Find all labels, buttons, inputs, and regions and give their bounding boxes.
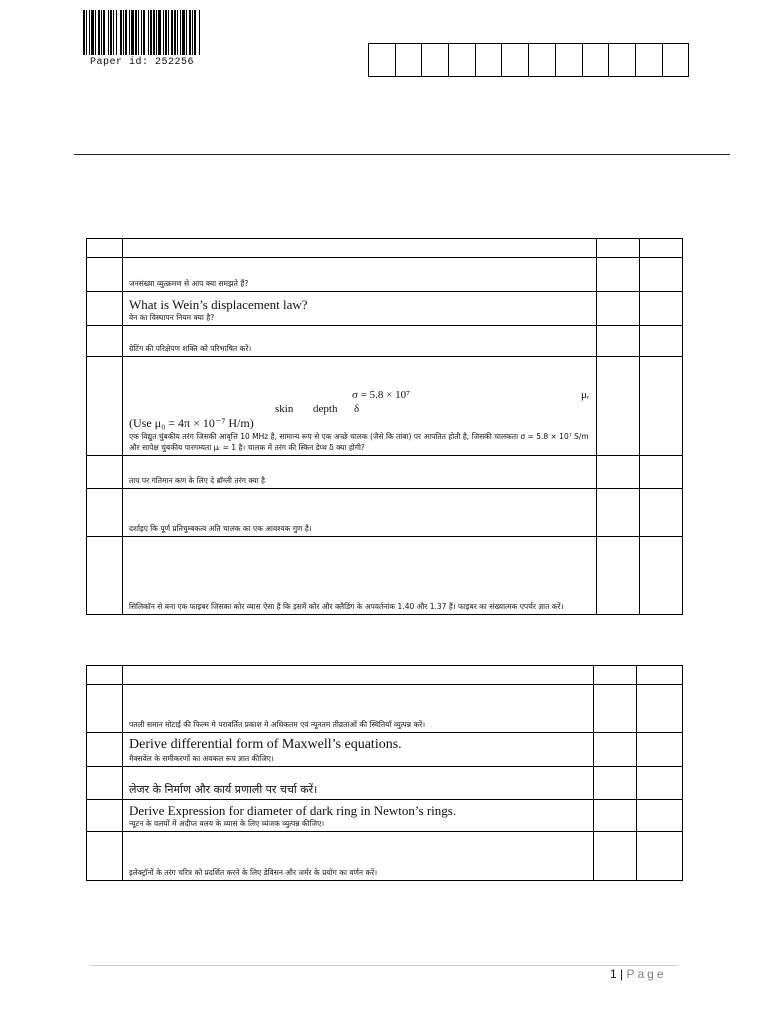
co-cell <box>637 666 683 685</box>
paper-id: Paper id: 252256 <box>90 57 195 68</box>
question-text-hindi: वेन का विस्थापन नियम क्या है? <box>129 313 215 322</box>
question-text-english: Derive Expression for diameter of dark ring in Newton’s rings. <box>129 803 457 818</box>
co-cell <box>640 326 683 357</box>
question-text-cell <box>123 456 597 489</box>
marks-cell <box>594 767 637 800</box>
roll-number-box[interactable] <box>475 43 503 77</box>
header-divider <box>74 154 730 155</box>
question-number-cell <box>87 666 123 685</box>
marks-cell <box>597 292 640 326</box>
question-number-cell <box>87 800 123 832</box>
formula-line <box>129 388 590 402</box>
barcode-bar <box>120 10 122 55</box>
question-row <box>87 292 683 326</box>
barcode-bar <box>180 10 181 55</box>
question-text-hindi: ग्रेटिंग की परिक्षेपण शक्ति को परिभाषित करें। <box>129 344 252 353</box>
barcode-bar <box>103 10 105 55</box>
formula-depth: depth <box>313 403 338 415</box>
question-number-cell <box>87 832 123 881</box>
co-cell <box>637 800 683 832</box>
co-cell <box>640 292 683 326</box>
formula-sigma: σ = 5.8 × 10⁷ <box>352 389 410 401</box>
barcode-bar <box>91 10 94 55</box>
question-row <box>87 733 683 767</box>
marks-cell <box>594 666 637 685</box>
question-number-cell <box>87 767 123 800</box>
barcode-bar <box>116 10 117 55</box>
marks-cell <box>597 537 640 615</box>
formula-line <box>129 402 590 416</box>
question-text-cell <box>123 800 594 832</box>
roll-number-box[interactable] <box>662 43 690 77</box>
barcode-bar <box>189 10 191 55</box>
question-text-cell <box>123 666 594 685</box>
question-text-cell <box>123 733 594 767</box>
barcode-bar <box>89 10 90 55</box>
co-cell <box>640 239 683 258</box>
marks-cell <box>594 685 637 733</box>
roll-number-box[interactable] <box>582 43 610 77</box>
roll-number-box[interactable] <box>368 43 396 77</box>
marks-cell <box>597 357 640 456</box>
question-text-hindi: सिलिकॉन से बना एक फाइबर जिसका कोर व्यास ऐसा है कि इसमें कोर और क्लैडिंग के अपवर्तनांक 1.40 और 1.37 हैं। फाइबर का संख्यात्मक एपर्चर ज्ञात करें। <box>129 602 564 611</box>
barcode-bar <box>156 10 157 55</box>
barcode-bar <box>95 10 96 55</box>
barcode-bar <box>135 10 137 55</box>
marks-cell <box>597 258 640 292</box>
question-row <box>87 537 683 615</box>
table-header-row <box>87 666 683 685</box>
marks-cell <box>597 456 640 489</box>
question-row <box>87 326 683 357</box>
question-table-1 <box>86 238 683 615</box>
question-text-hindi: मैक्सवेल के समीकरणों का अवकल रूप ज्ञात कीजिए। <box>129 754 274 763</box>
question-table-2 <box>86 665 683 881</box>
marks-cell <box>594 733 637 767</box>
question-text-hindi: पतली समान मोटाई की फिल्म मे परावर्तित प्रकाश मे अधिकतम एवं न्यूनतम तीव्रताओं की स्थितियाँ व्युत्पन्न करें। <box>129 720 426 729</box>
question-text-hindi: न्यूटन के वलयों में अदीप्त वलय के व्यास के लिए व्यंजक व्युत्पन्न कीजिए। <box>129 819 325 828</box>
question-text-cell <box>123 767 594 800</box>
barcode-bar <box>131 10 134 55</box>
barcode-bar <box>177 10 178 55</box>
question-text-cell <box>123 292 597 326</box>
question-text-cell <box>123 489 597 537</box>
question-text-hindi: एक विद्युत चुंबकीय तरंग जिसकी आवृत्ति 10 MHz है, सामान्य रूप से एक अच्छे चालक (जैसे कि तांबा) पर आपतित होती है, जिसकी चालकता σ = 5.8 × 10⁷ S/m और सापेक्ष चुंबकीय पारगम्यता μᵣ = 1 है। चालक में तरंग की स्किन डेप्थ δ क्या होगी? <box>129 432 589 452</box>
question-text-hindi: दर्शाइए कि पूर्ण प्रतिचुम्बकत्व अति चालक का एक आवश्यक गुण है। <box>129 524 312 533</box>
roll-number-box[interactable] <box>395 43 423 77</box>
marks-cell <box>594 800 637 832</box>
question-number-cell <box>87 258 123 292</box>
barcode-bar <box>125 10 127 55</box>
barcode-bar <box>186 10 187 55</box>
barcode-bar <box>171 10 173 55</box>
question-number-cell <box>87 357 123 456</box>
barcode-bar <box>86 10 87 55</box>
question-number-cell <box>87 292 123 326</box>
barcode-bar <box>148 10 149 55</box>
formula-mu: μᵣ <box>581 389 590 401</box>
question-number-cell <box>87 239 123 258</box>
question-number-cell <box>87 326 123 357</box>
question-number-cell <box>87 733 123 767</box>
question-row <box>87 800 683 832</box>
co-cell <box>637 832 683 881</box>
barcode-bar <box>108 10 109 55</box>
barcode-bar <box>192 10 193 55</box>
marks-cell <box>597 239 640 258</box>
question-text-hindi: इलेक्ट्रॉनों के तरंग चरित्र को प्रदर्शित करने के लिए डेविसन और जर्मर के प्रयोग का वर्णन करें। <box>129 868 378 877</box>
co-cell <box>640 489 683 537</box>
co-cell <box>637 685 683 733</box>
question-row <box>87 258 683 292</box>
barcode-bar <box>199 10 200 55</box>
formula-skin: skin <box>275 403 294 415</box>
roll-number-boxes <box>368 43 689 77</box>
roll-number-box[interactable] <box>421 43 449 77</box>
question-text-cell <box>123 832 594 881</box>
footer-divider <box>90 965 678 966</box>
barcode-bar <box>113 10 114 55</box>
barcode-image <box>83 10 200 55</box>
barcode-bar <box>129 10 130 55</box>
barcode-bar <box>110 10 112 55</box>
barcode-bar <box>98 10 100 55</box>
barcode-bar <box>168 10 169 55</box>
barcode-bar <box>123 10 124 55</box>
page-footer <box>610 967 667 981</box>
barcode-bar <box>182 10 185 55</box>
barcode-bar <box>83 10 85 55</box>
co-cell <box>640 456 683 489</box>
question-text-cell <box>123 258 597 292</box>
barcode-bar <box>153 10 155 55</box>
table-header-row <box>87 239 683 258</box>
barcode-bar <box>174 10 176 55</box>
co-cell <box>640 357 683 456</box>
question-row <box>87 767 683 800</box>
question-row <box>87 832 683 881</box>
barcode-bar <box>143 10 145 55</box>
barcode-bar <box>150 10 152 55</box>
question-row <box>87 489 683 537</box>
marks-cell <box>594 832 637 881</box>
marks-cell <box>597 326 640 357</box>
roll-number-box[interactable] <box>608 43 636 77</box>
barcode-bar <box>165 10 167 55</box>
question-text-cell <box>123 537 597 615</box>
question-text-cell <box>123 239 597 258</box>
question-text-hindi: लेजर के निर्माण और कार्य प्रणाली पर चर्चा करें। <box>129 783 318 796</box>
question-row <box>87 456 683 489</box>
question-text-cell <box>123 357 597 456</box>
question-text-cell <box>123 685 594 733</box>
question-number-cell <box>87 456 123 489</box>
question-number-cell <box>87 537 123 615</box>
question-number-cell <box>87 489 123 537</box>
roll-number-box[interactable] <box>448 43 476 77</box>
barcode-bar <box>141 10 142 55</box>
question-text-english: What is Wein’s displacement law? <box>129 297 308 312</box>
formula-delta: δ <box>354 403 360 415</box>
marks-cell <box>597 489 640 537</box>
question-text-hindi: जनसंख्या व्युत्क्रमण से आप क्या समझते हैं? <box>129 279 249 288</box>
roll-number-box[interactable] <box>635 43 663 77</box>
barcode-bar <box>158 10 161 55</box>
barcode-bar <box>163 10 164 55</box>
co-cell <box>637 733 683 767</box>
question-row <box>87 685 683 733</box>
formula-use-note: (Use μ₀ = 4π × 10⁻⁷ H/m) <box>129 416 254 430</box>
question-row <box>87 357 683 456</box>
page-separator: | <box>620 967 624 981</box>
barcode-bar <box>194 10 196 55</box>
roll-number-box[interactable] <box>555 43 583 77</box>
roll-number-box[interactable] <box>501 43 529 77</box>
question-number-cell <box>87 685 123 733</box>
page-number: 1 <box>610 967 617 981</box>
question-text-english: Derive differential form of Maxwell’s equations. <box>129 737 402 752</box>
question-text-cell <box>123 326 597 357</box>
barcode-bar <box>138 10 139 55</box>
co-cell <box>640 537 683 615</box>
co-cell <box>637 767 683 800</box>
co-cell <box>640 258 683 292</box>
page-word: Page <box>626 967 667 981</box>
roll-number-box[interactable] <box>528 43 556 77</box>
question-text-hindi: ताप पर गतिमान कण के लिए दे ब्रॉग्ली तरंग क्या है <box>129 476 265 485</box>
barcode-bar <box>101 10 102 55</box>
